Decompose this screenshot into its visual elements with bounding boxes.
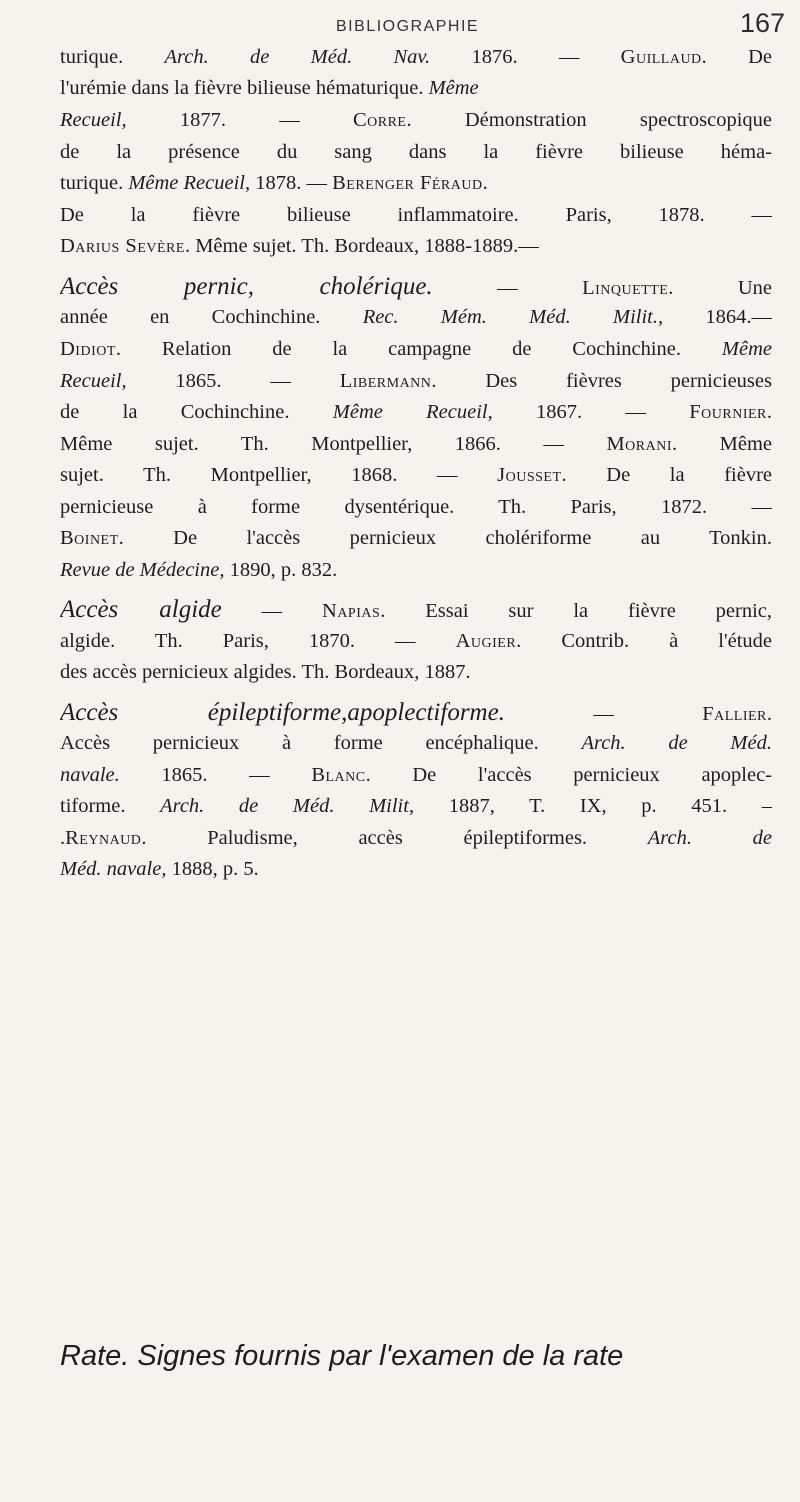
text-segment: de la Cochinchine. [60, 401, 333, 423]
journal-title: Recueil, [60, 109, 127, 131]
text-line [60, 854, 772, 885]
text-line [60, 42, 772, 73]
text-segment: . Une [668, 277, 772, 299]
author-name: Didiot [60, 338, 116, 360]
text-line [60, 697, 772, 728]
text-segment: . [60, 827, 66, 849]
text-segment: De la fièvre bilieuse inflammatoire. Paris, 1878. — [60, 204, 772, 226]
author-name: Boinet [60, 527, 119, 549]
text-line [60, 302, 772, 333]
text-segment: des accès pernicieux algides. Th. Bordeaux, 1887. [60, 661, 471, 683]
author-name: Augier [455, 630, 517, 652]
text-line [60, 523, 772, 554]
text-segment: . Des fièvres pernicieuses [431, 370, 772, 392]
text-segment: année en Cochinchine. [60, 306, 363, 328]
text-line [60, 823, 772, 854]
text-line [60, 555, 772, 586]
text-segment: algide. Th. Paris, 1870. — [60, 630, 456, 652]
text-segment: tiforme. [60, 795, 161, 817]
text-segment: l'urémie dans la fièvre bilieuse hématurique. [60, 77, 429, 99]
text-line [60, 429, 772, 460]
text-line [60, 657, 772, 688]
journal-title: Arch. de Méd. [581, 732, 772, 754]
text-line [60, 137, 772, 168]
author-name: Corre [352, 109, 407, 131]
text-line [60, 791, 772, 822]
author-name: Fallier [702, 703, 767, 725]
author-name: Libermann [339, 370, 432, 392]
author-name: Napias [322, 600, 381, 622]
author-name: Reynaud [65, 827, 142, 849]
text-segment: Accès pernicieux à forme encéphalique. [60, 732, 582, 754]
text-segment: 1867. — [492, 401, 690, 423]
text-segment: . [766, 401, 772, 423]
text-segment: 1876. — [430, 46, 621, 68]
text-segment: . De l'accès pernicieux cholériforme au Tonkin. [118, 527, 772, 549]
text-segment: — [221, 600, 323, 622]
journal-title: Revue de Médecine, [60, 559, 225, 581]
text-line [60, 594, 772, 625]
entry-heading: Accès algide [60, 596, 222, 623]
text-line [60, 334, 772, 365]
text-line [60, 366, 772, 397]
text-segment: 1878. — [250, 172, 333, 194]
text-line [60, 626, 772, 657]
journal-title: Rec. Mém. Méd. Milit., [362, 306, 664, 328]
text-segment: de la présence du sang dans la fièvre bilieuse héma- [60, 141, 772, 163]
entry-heading: Accès pernic, cholérique. [60, 273, 433, 300]
running-title: BIBLIOGRAPHIE [336, 18, 480, 35]
author-name: Blanc [311, 764, 366, 786]
journal-title: Même Recueil, [332, 401, 493, 423]
text-segment: pernicieuse à forme dysentérique. Th. Paris, 1872. — [60, 496, 772, 518]
journal-title: Arch. de Méd. Nav. [164, 46, 431, 68]
text-segment: . Contrib. à l'étude [516, 630, 772, 652]
text-line [60, 460, 772, 491]
text-line [60, 73, 772, 104]
text-segment: . Essai sur la fièvre pernic, [380, 600, 772, 622]
text-segment: . Relation de la campagne de Cochinchine. [115, 338, 722, 360]
text-segment: . De [701, 46, 772, 68]
text-segment: 1864.— [663, 306, 772, 328]
text-line [60, 168, 772, 199]
text-segment: Même sujet. Th. Montpellier, 1866. — [60, 433, 607, 455]
journal-title: navale. [60, 764, 120, 786]
text-segment: — [504, 703, 703, 725]
text-segment: . De l'accès pernicieux apoplec- [365, 764, 772, 786]
text-line [60, 728, 772, 759]
text-segment: 1888, p. 5. [166, 858, 259, 880]
text-segment: . [482, 172, 488, 194]
text-line [60, 105, 772, 136]
entry-heading: Accès épileptiforme,apoplectiforme. [60, 699, 505, 726]
text-segment: turique. [60, 46, 165, 68]
journal-title: Même [721, 338, 772, 360]
text-segment: . Même [672, 433, 772, 455]
text-segment: turique. [60, 172, 129, 194]
author-name: Jousset [497, 464, 562, 486]
text-line [60, 200, 772, 231]
text-line [60, 271, 772, 302]
journal-title: Même [428, 77, 479, 99]
journal-title: Recueil, [60, 370, 127, 392]
author-name: Morani [606, 433, 672, 455]
journal-title: Arch. de Méd. Milit, [160, 795, 415, 817]
author-name: Linquette [582, 277, 669, 299]
text-segment: 1865. — [119, 764, 312, 786]
author-name: Fournier [689, 401, 767, 423]
text-line [60, 760, 772, 791]
text-segment: 1887, T. IX, p. 451. – [414, 795, 772, 817]
page-number: 167 [740, 8, 786, 38]
journal-title: Méd. navale, [60, 858, 167, 880]
section-title: Rate. Signes fournis par l'examen de la rate [60, 1340, 624, 1372]
text-segment: . De la fièvre [561, 464, 772, 486]
text-segment: 1877. — [126, 109, 353, 131]
journal-title: Même Recueil, [128, 172, 251, 194]
journal-title: Arch. de [647, 827, 772, 849]
text-line [60, 492, 772, 523]
text-segment: 1890, p. 832. [224, 559, 338, 581]
text-segment: — [432, 277, 583, 299]
text-segment: . [766, 703, 772, 725]
text-segment: sujet. Th. Montpellier, 1868. — [60, 464, 498, 486]
running-head [0, 6, 800, 46]
text-segment: . Même sujet. Th. Bordeaux, 1888-1889.— [184, 235, 539, 257]
author-name: Darius Sevère [60, 235, 185, 257]
text-segment: . Démonstration spectroscopique [406, 109, 772, 131]
text-line [60, 397, 772, 428]
author-name: Berenger Féraud [332, 172, 483, 194]
text-line [60, 231, 772, 262]
text-segment: . Paludisme, accès épileptiformes. [141, 827, 648, 849]
author-name: Guillaud [620, 46, 702, 68]
text-segment: 1865. — [126, 370, 340, 392]
